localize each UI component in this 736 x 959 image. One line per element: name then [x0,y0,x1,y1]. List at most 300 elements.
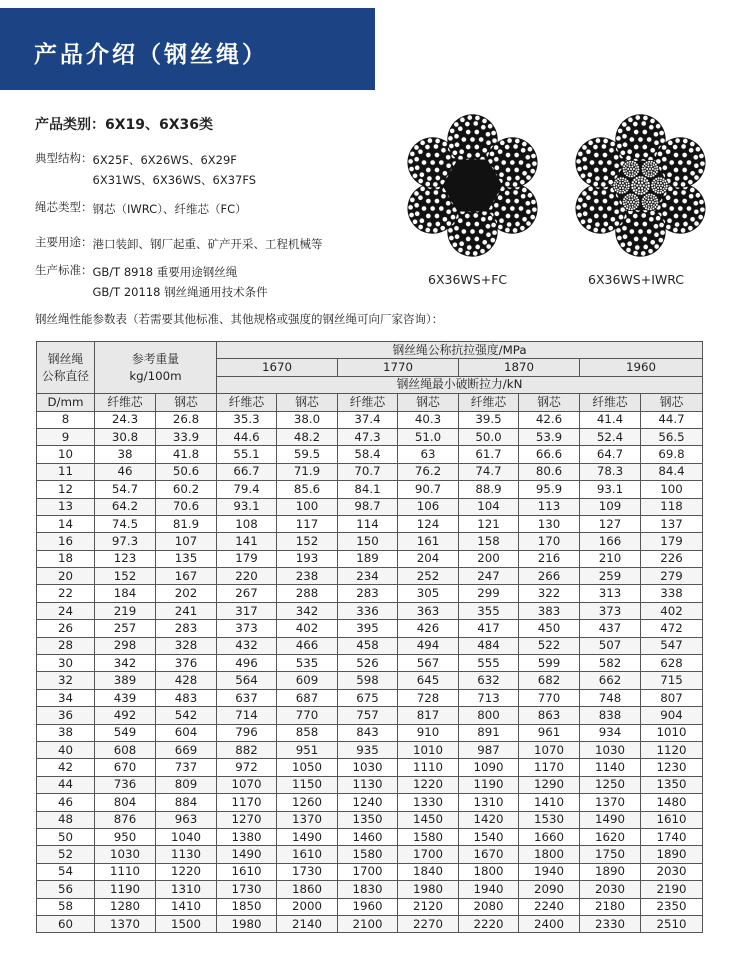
table-cell: 1130 [156,846,217,863]
table-cell: 44.7 [641,411,703,428]
table-cell: 85.6 [277,481,338,498]
table-row [37,863,703,880]
table-row [37,828,703,845]
table-cell: 58.4 [338,446,398,463]
page-title: 产品介绍（钢丝绳） [34,42,268,68]
header-core-steel: 钢芯 [277,394,338,411]
table-cell: 98.7 [338,498,398,515]
table-cell: 1110 [398,759,459,776]
table-cell: 1960 [338,898,398,915]
table-cell: 322 [519,585,580,602]
table-cell: 107 [156,533,217,550]
table-row [37,724,703,741]
table-cell: 796 [217,724,277,741]
table-cell: 496 [217,655,277,672]
table-row [37,759,703,776]
table-cell: 252 [398,568,459,585]
table-cell: 38.0 [277,411,338,428]
table-cell: 79.4 [217,481,277,498]
header-grade: 1960 [580,359,703,376]
table-cell: 193 [277,550,338,567]
table-cell: 279 [641,568,703,585]
diameter-cell: 36 [37,707,95,724]
table-cell: 106 [398,498,459,515]
table-cell: 137 [641,515,703,532]
table-row [37,655,703,672]
table-cell: 807 [641,689,703,706]
header-core-steel: 钢芯 [156,394,217,411]
header-core-fiber: 纤维芯 [338,394,398,411]
table-cell: 48.2 [277,428,338,445]
table-row [37,846,703,863]
diameter-cell: 24 [37,602,95,619]
diameter-cell: 54 [37,863,95,880]
table-cell: 1830 [338,881,398,898]
table-cell: 582 [580,655,641,672]
table-cell: 118 [641,498,703,515]
table-cell: 373 [217,620,277,637]
table-cell: 2240 [519,898,580,915]
table-cell: 1740 [641,828,703,845]
table-cell: 858 [277,724,338,741]
table-cell: 42.6 [519,411,580,428]
table-cell: 1410 [156,898,217,915]
table-cell: 130 [519,515,580,532]
table-cell: 1140 [580,759,641,776]
table-cell: 748 [580,689,641,706]
table-cell: 1670 [459,846,519,863]
table-cell: 24.3 [95,411,156,428]
table-cell: 1700 [398,846,459,863]
table-cell: 342 [95,655,156,672]
table-cell: 1490 [217,846,277,863]
table-cell: 69.8 [641,446,703,463]
diameter-cell: 13 [37,498,95,515]
table-cell: 44.6 [217,428,277,445]
table-cell: 934 [580,724,641,741]
table-row [37,915,703,932]
table-cell: 1730 [277,863,338,880]
table-cell: 135 [156,550,217,567]
table-cell: 547 [641,637,703,654]
table-cell: 114 [338,515,398,532]
table-cell: 1420 [459,811,519,828]
table-cell: 1150 [277,776,338,793]
table-cell: 74.7 [459,463,519,480]
table-cell: 355 [459,602,519,619]
table-cell: 74.5 [95,515,156,532]
table-cell: 1890 [580,863,641,880]
table-cell: 1840 [398,863,459,880]
spec-table [36,341,703,933]
table-cell: 247 [459,568,519,585]
table-cell: 863 [519,707,580,724]
table-cell: 50.6 [156,463,217,480]
table-cell: 637 [217,689,277,706]
table-cell: 645 [398,672,459,689]
table-cell: 609 [277,672,338,689]
table-row [37,811,703,828]
table-cell: 166 [580,533,641,550]
table-cell: 47.3 [338,428,398,445]
table-cell: 417 [459,620,519,637]
table-cell: 567 [398,655,459,672]
info-core-type [35,199,247,219]
header-weight [95,342,217,394]
table-row [37,585,703,602]
table-cell: 108 [217,515,277,532]
table-cell: 52.4 [580,428,641,445]
table-cell: 1310 [156,881,217,898]
table-cell: 843 [338,724,398,741]
table-cell: 35.3 [217,411,277,428]
table-cell: 1010 [398,741,459,758]
table-cell: 608 [95,741,156,758]
table-cell: 1280 [95,898,156,915]
table-cell: 910 [398,724,459,741]
table-cell: 1540 [459,828,519,845]
info-label: 主要用途： [35,235,93,249]
table-cell: 1450 [398,811,459,828]
table-row [37,411,703,428]
table-cell: 1380 [217,828,277,845]
diameter-cell: 48 [37,811,95,828]
table-cell: 373 [580,602,641,619]
table-cell: 383 [519,602,580,619]
table-cell: 298 [95,637,156,654]
table-cell: 100 [641,481,703,498]
table-cell: 200 [459,550,519,567]
info-usage [35,234,323,254]
table-cell: 542 [156,707,217,724]
table-cell: 70.6 [156,498,217,515]
table-cell: 1170 [519,759,580,776]
table-cell: 338 [641,585,703,602]
table-cell: 336 [338,602,398,619]
table-cell: 204 [398,550,459,567]
table-cell: 189 [338,550,398,567]
table-cell: 2510 [641,915,703,932]
table-cell: 141 [217,533,277,550]
table-cell: 963 [156,811,217,828]
table-cell: 66.6 [519,446,580,463]
table-cell: 376 [156,655,217,672]
table-cell: 1940 [519,863,580,880]
header-grade: 1670 [217,359,338,376]
table-row [37,881,703,898]
table-cell: 210 [580,550,641,567]
table-cell: 466 [277,637,338,654]
table-cell: 951 [277,741,338,758]
table-cell: 1370 [580,794,641,811]
table-cell: 876 [95,811,156,828]
table-cell: 342 [277,602,338,619]
table-cell: 1480 [641,794,703,811]
diameter-cell: 9 [37,428,95,445]
table-cell: 1370 [277,811,338,828]
rope-iwrc-caption: 6X36WS+IWRC [588,272,685,287]
table-row [37,533,703,550]
table-cell: 535 [277,655,338,672]
table-cell: 202 [156,585,217,602]
table-cell: 1580 [338,846,398,863]
table-cell: 1010 [641,724,703,741]
table-cell: 1350 [641,776,703,793]
diameter-cell: 58 [37,898,95,915]
table-cell: 257 [95,620,156,637]
table-cell: 484 [459,637,519,654]
table-cell: 124 [398,515,459,532]
table-cell: 1800 [459,863,519,880]
table-cell: 152 [95,568,156,585]
table-cell: 1220 [398,776,459,793]
table-cell: 93.1 [580,481,641,498]
table-cell: 987 [459,741,519,758]
table-row [37,637,703,654]
table-cell: 492 [95,707,156,724]
table-cell: 604 [156,724,217,741]
table-row [37,481,703,498]
table-cell: 555 [459,655,519,672]
table-cell: 670 [95,759,156,776]
table-cell: 1460 [338,828,398,845]
table-cell: 1170 [217,794,277,811]
table-cell: 226 [641,550,703,567]
table-cell: 549 [95,724,156,741]
header-unit: D/mm [37,394,95,411]
table-cell: 1730 [217,881,277,898]
table-row [37,428,703,445]
table-cell: 494 [398,637,459,654]
header-core-fiber: 纤维芯 [580,394,641,411]
table-cell: 715 [641,672,703,689]
table-cell: 950 [95,828,156,845]
table-cell: 1040 [156,828,217,845]
table-cell: 1260 [277,794,338,811]
table-cell: 76.2 [398,463,459,480]
table-cell: 728 [398,689,459,706]
table-cell: 662 [580,672,641,689]
table-cell: 598 [338,672,398,689]
table-cell: 55.1 [217,446,277,463]
table-cell: 1190 [459,776,519,793]
table-row [37,568,703,585]
table-cell: 84.1 [338,481,398,498]
table-cell: 288 [277,585,338,602]
info-label: 典型结构： [35,151,93,165]
table-cell: 97.3 [95,533,156,550]
table-cell: 95.9 [519,481,580,498]
table-cell: 259 [580,568,641,585]
table-cell: 437 [580,620,641,637]
table-cell: 2180 [580,898,641,915]
table-cell: 2080 [459,898,519,915]
table-cell: 38 [95,446,156,463]
diameter-cell: 8 [37,411,95,428]
table-cell: 64.7 [580,446,641,463]
table-cell: 299 [459,585,519,602]
table-cell: 117 [277,515,338,532]
info-standard [35,262,268,302]
table-cell: 526 [338,655,398,672]
table-cell: 1290 [519,776,580,793]
table-cell: 1800 [519,846,580,863]
header-core-steel: 钢芯 [519,394,580,411]
table-cell: 90.7 [398,481,459,498]
table-cell: 93.1 [217,498,277,515]
table-cell: 70.7 [338,463,398,480]
table-cell: 458 [338,637,398,654]
table-cell: 123 [95,550,156,567]
diameter-cell: 32 [37,672,95,689]
table-cell: 1980 [398,881,459,898]
table-cell: 66.7 [217,463,277,480]
table-cell: 317 [217,602,277,619]
table-cell: 972 [217,759,277,776]
header-banner [0,8,375,90]
info-label: 绳芯类型： [35,200,93,214]
table-cell: 1490 [277,828,338,845]
table-row [37,689,703,706]
table-cell: 41.4 [580,411,641,428]
table-cell: 234 [338,568,398,585]
table-cell: 2330 [580,915,641,932]
table-cell: 1310 [459,794,519,811]
table-cell: 241 [156,602,217,619]
diameter-cell: 40 [37,741,95,758]
info-value: 钢芯（IWRC）、纤维芯（FC） [92,202,247,216]
table-cell: 1750 [580,846,641,863]
table-cell: 1370 [95,915,156,932]
diameter-cell: 26 [37,620,95,637]
rope-fc-cross-section-icon [400,113,545,258]
table-cell: 1070 [217,776,277,793]
table-cell: 63 [398,446,459,463]
table-cell: 313 [580,585,641,602]
table-cell: 1230 [641,759,703,776]
table-cell: 669 [156,741,217,758]
table-cell: 150 [338,533,398,550]
table-cell: 2030 [641,863,703,880]
table-cell: 363 [398,602,459,619]
table-row [37,550,703,567]
table-cell: 104 [459,498,519,515]
table-cell: 100 [277,498,338,515]
table-cell: 33.9 [156,428,217,445]
table-cell: 84.4 [641,463,703,480]
table-cell: 935 [338,741,398,758]
table-cell: 184 [95,585,156,602]
table-row [37,707,703,724]
table-cell: 109 [580,498,641,515]
diameter-cell: 46 [37,794,95,811]
table-row [37,776,703,793]
table-cell: 713 [459,689,519,706]
info-label: 生产标准： [35,263,93,277]
diameter-cell: 11 [37,463,95,480]
table-cell: 2100 [338,915,398,932]
table-cell: 30.8 [95,428,156,445]
table-cell: 2120 [398,898,459,915]
table-row [37,515,703,532]
table-cell: 121 [459,515,519,532]
product-category: 产品类别：6X19、6X36类 [35,117,214,133]
table-cell: 37.4 [338,411,398,428]
table-cell: 1660 [519,828,580,845]
table-cell: 891 [459,724,519,741]
table-cell: 266 [519,568,580,585]
table-cell: 41.8 [156,446,217,463]
table-cell: 1620 [580,828,641,845]
header-weight-text: 参考重量 kg/100m [129,351,182,383]
table-cell: 1240 [338,794,398,811]
table-cell: 1050 [277,759,338,776]
table-cell: 1980 [217,915,277,932]
table-cell: 439 [95,689,156,706]
header-core-steel: 钢芯 [641,394,703,411]
diameter-cell: 14 [37,515,95,532]
table-cell: 78.3 [580,463,641,480]
table-cell: 60.2 [156,481,217,498]
table-cell: 2140 [277,915,338,932]
table-cell: 2000 [277,898,338,915]
header-core-fiber: 纤维芯 [217,394,277,411]
table-cell: 2030 [580,881,641,898]
table-cell: 800 [459,707,519,724]
table-cell: 179 [641,533,703,550]
table-cell: 1850 [217,898,277,915]
table-cell: 53.9 [519,428,580,445]
table-row [37,672,703,689]
table-cell: 809 [156,776,217,793]
table-cell: 1330 [398,794,459,811]
table-cell: 632 [459,672,519,689]
table-cell: 64.2 [95,498,156,515]
table-cell: 71.9 [277,463,338,480]
table-cell: 687 [277,689,338,706]
table-row [37,498,703,515]
table-cell: 328 [156,637,217,654]
diameter-cell: 42 [37,759,95,776]
table-cell: 283 [156,620,217,637]
table-cell: 1250 [580,776,641,793]
table-cell: 167 [156,568,217,585]
table-cell: 675 [338,689,398,706]
rope-fc-caption: 6X36WS+FC [428,272,508,287]
table-cell: 882 [217,741,277,758]
table-cell: 2090 [519,881,580,898]
table-cell: 1090 [459,759,519,776]
info-value: GB/T 20118 钢丝绳通用技术条件 [92,285,268,299]
table-cell: 1860 [277,881,338,898]
diameter-cell: 56 [37,881,95,898]
table-cell: 1070 [519,741,580,758]
table-cell: 283 [338,585,398,602]
table-cell: 432 [217,637,277,654]
diameter-cell: 18 [37,550,95,567]
table-cell: 80.6 [519,463,580,480]
diameter-cell: 22 [37,585,95,602]
header-core-fiber: 纤维芯 [95,394,156,411]
table-cell: 757 [338,707,398,724]
table-cell: 770 [519,689,580,706]
table-cell: 1120 [641,741,703,758]
table-cell: 402 [277,620,338,637]
table-cell: 1890 [641,846,703,863]
spec-table-body [37,411,703,933]
table-cell: 1030 [95,846,156,863]
table-cell: 770 [277,707,338,724]
